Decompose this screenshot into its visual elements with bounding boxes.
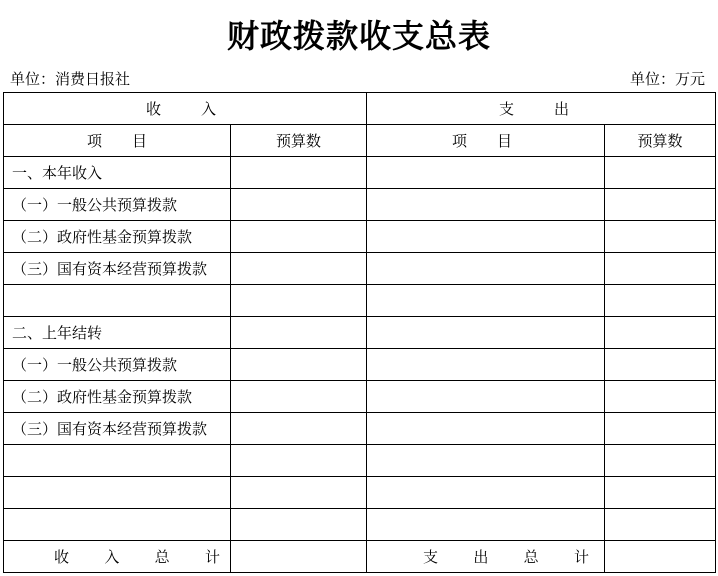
table-row — [4, 317, 716, 349]
header-expense-item — [367, 125, 605, 157]
header-income-item — [4, 125, 231, 157]
table-row — [4, 445, 716, 477]
header-expense-char-2: 出 — [553, 100, 569, 118]
expense-budget-cell — [605, 509, 716, 541]
expense-item-cell — [367, 157, 605, 189]
expense-total-label — [367, 541, 605, 573]
totals-row — [4, 541, 716, 573]
income-budget-cell — [231, 381, 367, 413]
expense-item-cell — [367, 253, 605, 285]
header-item-char-1: 项 — [87, 132, 103, 150]
header-item-char-2: 目 — [131, 132, 147, 150]
expense-budget-cell — [605, 349, 716, 381]
income-item — [4, 285, 231, 317]
header-expense — [367, 93, 716, 125]
expense-item-cell — [367, 509, 605, 541]
expense-budget-cell — [605, 381, 716, 413]
table-row — [4, 221, 716, 253]
expense-total-char-1: 支 — [423, 548, 439, 566]
income-budget-cell — [231, 477, 367, 509]
expense-item-cell — [367, 285, 605, 317]
header-item-char-1: 项 — [452, 132, 468, 150]
income-total-char-3: 总 — [154, 548, 170, 566]
expense-budget-cell — [605, 317, 716, 349]
income-total-char-1: 收 — [54, 548, 70, 566]
expense-item-cell — [367, 221, 605, 253]
income-budget-cell — [231, 509, 367, 541]
income-budget-cell — [231, 445, 367, 477]
income-total-char-2: 入 — [104, 548, 120, 566]
expense-item-cell — [367, 189, 605, 221]
expense-total-char-2: 出 — [473, 548, 489, 566]
income-item: （二）政府性基金预算拨款 — [4, 381, 231, 413]
expense-budget-cell — [605, 285, 716, 317]
income-item: （一）一般公共预算拨款 — [4, 349, 231, 381]
expense-item-cell — [367, 445, 605, 477]
header-row-columns — [4, 125, 716, 157]
expense-total-value — [605, 541, 716, 573]
income-budget-cell — [231, 317, 367, 349]
income-item: （二）政府性基金预算拨款 — [4, 221, 231, 253]
expense-budget-cell — [605, 413, 716, 445]
income-budget-cell — [231, 253, 367, 285]
expense-item-cell — [367, 381, 605, 413]
table-row — [4, 253, 716, 285]
header-expense-char-1: 支 — [499, 100, 515, 118]
income-item: （一）一般公共预算拨款 — [4, 189, 231, 221]
expense-item-cell — [367, 413, 605, 445]
table-row — [4, 285, 716, 317]
unit-organization: 单位：消费日报社 — [10, 70, 131, 88]
income-budget-cell — [231, 157, 367, 189]
expense-budget-cell — [605, 253, 716, 285]
expense-item-cell — [367, 317, 605, 349]
expense-budget-cell — [605, 221, 716, 253]
table-row — [4, 413, 716, 445]
income-total-char-4: 计 — [204, 548, 220, 566]
table-row — [4, 189, 716, 221]
income-item — [4, 445, 231, 477]
header-row-section — [4, 93, 716, 125]
table-row — [4, 381, 716, 413]
income-budget-cell — [231, 349, 367, 381]
expense-budget-cell — [605, 477, 716, 509]
income-item: （三）国有资本经营预算拨款 — [4, 413, 231, 445]
income-item: 一、本年收入 — [4, 157, 231, 189]
income-item: （三）国有资本经营预算拨款 — [4, 253, 231, 285]
table-row — [4, 509, 716, 541]
income-item: 二、上年结转 — [4, 317, 231, 349]
income-item — [4, 477, 231, 509]
unit-currency: 单位：万元 — [629, 70, 705, 88]
expense-budget-cell — [605, 157, 716, 189]
income-budget-cell — [231, 285, 367, 317]
header-income — [4, 93, 367, 125]
income-item — [4, 509, 231, 541]
expense-budget-cell — [605, 445, 716, 477]
income-total-label — [4, 541, 231, 573]
expense-item-cell — [367, 477, 605, 509]
expense-total-char-4: 计 — [573, 548, 589, 566]
income-budget-cell — [231, 413, 367, 445]
header-income-budget: 预算数 — [231, 125, 367, 157]
expense-item-cell — [367, 349, 605, 381]
header-income-char-1: 收 — [146, 100, 162, 118]
finance-summary-table — [3, 92, 716, 573]
table-row — [4, 157, 716, 189]
income-total-value — [231, 541, 367, 573]
income-budget-cell — [231, 189, 367, 221]
expense-budget-cell — [605, 189, 716, 221]
header-income-char-2: 入 — [200, 100, 216, 118]
header-expense-budget: 预算数 — [605, 125, 716, 157]
table-row — [4, 349, 716, 381]
income-budget-cell — [231, 221, 367, 253]
table-row — [4, 477, 716, 509]
page-title: 财政拨款收支总表 — [226, 17, 491, 55]
header-item-char-2: 目 — [496, 132, 512, 150]
expense-total-char-3: 总 — [523, 548, 539, 566]
